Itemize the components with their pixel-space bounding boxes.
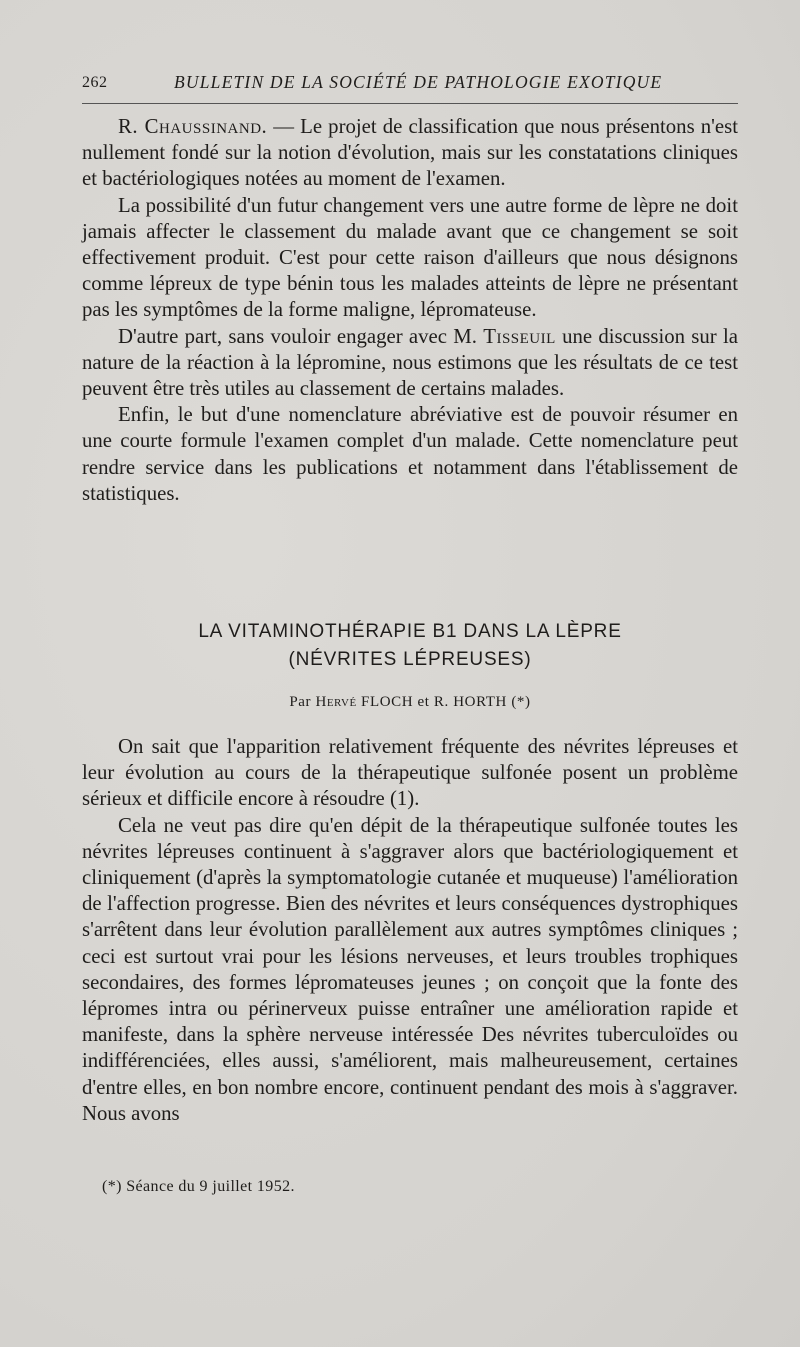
paragraph: Enfin, le but d'une nomenclature abréviative est de pouvoir résumer en une courte formule l'examen complet d'un malade. Cette nomenclature peut rendre service dans les publications et notamment dans l'établissement de statistiques. xyxy=(82,403,738,505)
paragraph: On sait que l'apparition relativement fréquente des névrites lépreuses et leur évolution au cours de la thérapeutique sulfonée posent un problème sérieux et difficile encore à résoudre (1). xyxy=(82,735,738,811)
paragraph-text: D'autre part, sans vouloir engager avec M. xyxy=(118,324,484,348)
running-title: BULLETIN DE LA SOCIÉTÉ DE PATHOLOGIE EXOTIQUE xyxy=(174,72,663,92)
page-header xyxy=(82,72,740,102)
paragraph: Cela ne veut pas dire qu'en dépit de la thérapeutique sulfonée toutes les névrites lépreuses continuent à s'aggraver alors que bactériologiquement et cliniquement (d'après la symptomatologie cutanée et muqueuse) l'amélioration de l'affection progresse. Bien des névrites et leurs conséquences dystrophiques s'arrêtent dans leur évolution parallèlement aux autres symptômes cliniques ; ceci est surtout vrai pour les lésions nerveuses, et leurs troubles trophiques secondaires, des formes lépromateuses jeunes ; on conçoit que la fonte des lépromes intra ou périnerveux puisse entraîner une amélioration rapide et manifeste, dans la sphère nerveuse intéressée Des névrites tuberculoïdes ou indifférenciées, elles aussi, s'améliorent, mais malheureusement, certaines d'entre elles, en bon nombre encore, continuent pendant des mois à s'aggraver. Nous avons xyxy=(82,813,738,1125)
paragraph-text: — Le projet de classification que nous présentons n'est nullement fondé sur la notion d'évolution, mais sur les constatations cliniques et bactériologiques notées au moment de l'examen. xyxy=(82,115,738,191)
byline-authors: FLOCH et R. HORTH (*) xyxy=(356,694,531,710)
page-number: 262 xyxy=(82,74,108,91)
discussion-section xyxy=(82,114,738,507)
paragraph xyxy=(82,114,738,193)
byline-prefix: Par xyxy=(289,694,316,710)
speaker-name: R. Chaussinand. xyxy=(118,115,268,138)
article-body xyxy=(82,734,738,1127)
article-title xyxy=(82,618,738,674)
article-title-line: LA VITAMINOTHÉRAPIE B1 DANS LA LÈPRE xyxy=(198,621,622,642)
footnote: (*) Séance du 9 juillet 1952. xyxy=(102,1178,295,1195)
article-title-line: (NÉVRITES LÉPREUSES) xyxy=(288,649,532,670)
paragraph xyxy=(82,324,738,403)
cited-name: Tisseuil xyxy=(483,324,556,348)
paragraph-text: une discussion sur la nature de la réaction à la lépromine, nous estimons que les résultats de ce test peuvent être très utiles au classement de certains malades. xyxy=(82,324,738,401)
byline xyxy=(82,694,738,711)
author-first-name: Hervé xyxy=(315,694,357,710)
paragraph: La possibilité d'un futur changement vers une autre forme de lèpre ne doit jamais affecter le classement du malade avant que ce changement se soit effectivement produit. C'est pour cette raison d'ailleurs que nous désignons comme lépreux de type bénin tous les malades atteints de lèpre ne présentant pas les symptômes de la forme maligne, lépromateuse. xyxy=(82,193,738,322)
header-rule xyxy=(82,103,738,104)
